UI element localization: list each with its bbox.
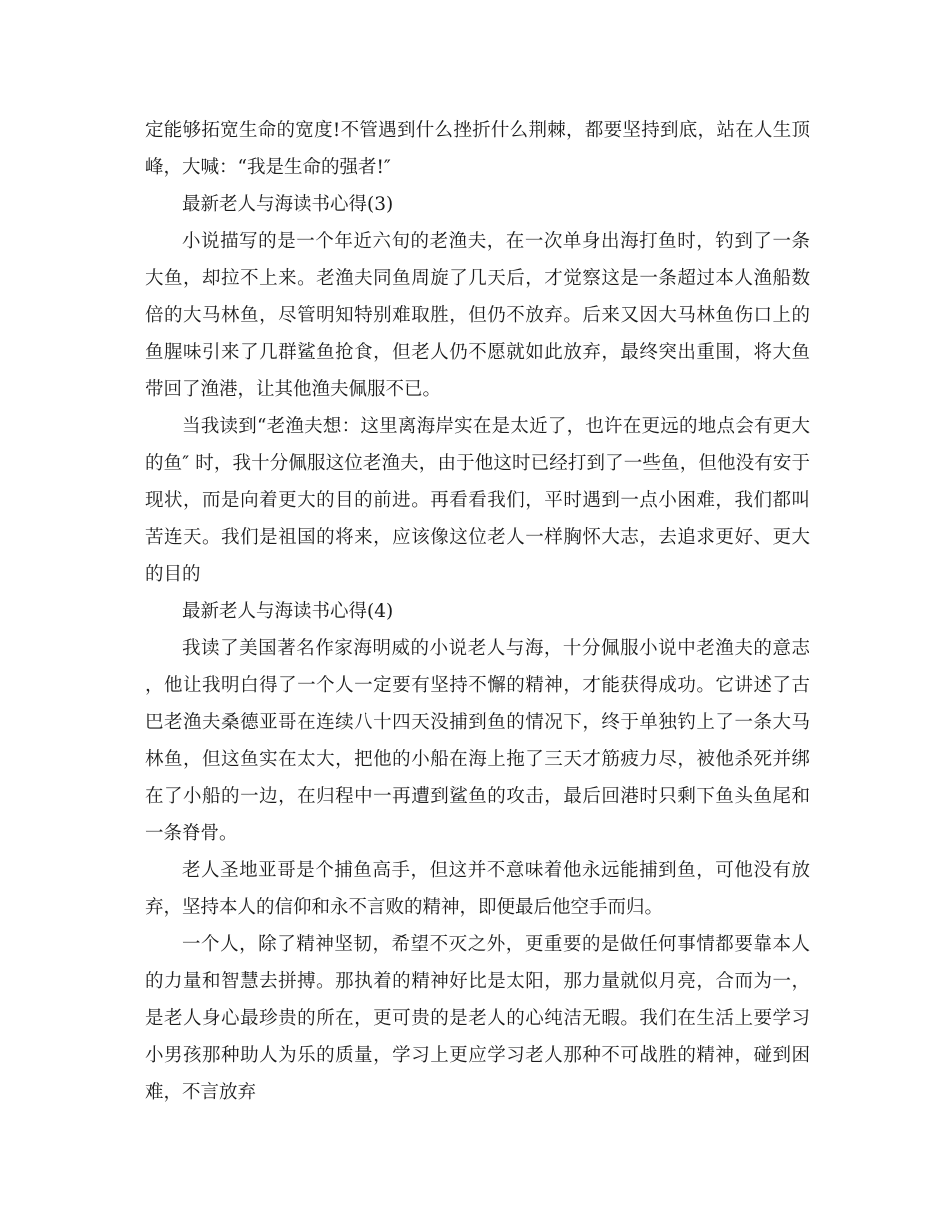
section-heading-4: 最新老人与海读书心得(4) — [182, 601, 394, 622]
paragraph-continuation: 定能够拓宽生命的宽度!不管遇到什么挫折什么荆棘，都要坚持到底，站在人生顶峰，大喊：“我是生命的强者!″ — [145, 120, 810, 178]
paragraph: 当我读到“老渔夫想：这里离海岸实在是太近了，也许在更远的地点会有更大的鱼″ 时，我十分佩服这位老渔夫，由于他这时已经打到了一些鱼，但他没有安于现状，而是向着更大的目的前进。再看看我们，平时遇到一点小困难，我们都叫苦连天。我们是祖国的将来，应该像这位老人一样胸怀大志，去追求更好、更大的目的 — [145, 416, 810, 585]
document-body — [145, 112, 810, 1111]
paragraph: 一个人，除了精神坚韧，希望不灭之外，更重要的是做任何事情都要靠本人的力量和智慧去拼搏。那执着的精神好比是太阳，那力量就似月亮，合而为一，是老人身心最珍贵的所在，更可贵的是老人的心纯洁无暇。我们在生活上要学习小男孩那种助人为乐的质量，学习上更应学习老人那种不可战胜的精神，碰到困难，不言放弃 — [145, 934, 810, 1103]
paragraph: 我读了美国著名作家海明威的小说老人与海，十分佩服小说中老渔夫的意志，他让我明白得了一个人一定要有坚持不懈的精神，才能获得成功。它讲述了古巴老渔夫桑德亚哥在连续八十四天没捕到鱼的情况下，终于单独钓上了一条大马林鱼，但这鱼实在太大，把他的小船在海上拖了三天才筋疲力尽，被他杀死并绑在了小船的一边，在归程中一再遭到鲨鱼的攻击，最后回港时只剩下鱼头鱼尾和一条脊骨。 — [145, 638, 810, 844]
paragraph: 小说描写的是一个年近六旬的老渔夫，在一次单身出海打鱼时，钓到了一条大鱼，却拉不上来。老渔夫同鱼周旋了几天后，才觉察这是一条超过本人渔船数倍的大马林鱼，尽管明知特别难取胜，但仍不放弃。后来又因大马林鱼伤口上的鱼腥味引来了几群鲨鱼抢食，但老人仍不愿就如此放弃，最终突出重围，将大鱼带回了渔港，让其他渔夫佩服不已。 — [145, 231, 810, 400]
paragraph: 老人圣地亚哥是个捕鱼高手，但这并不意味着他永远能捕到鱼，可他没有放弃，坚持本人的信仰和永不言败的精神，即便最后他空手而归。 — [145, 860, 810, 918]
section-heading-3: 最新老人与海读书心得(3) — [182, 194, 394, 215]
